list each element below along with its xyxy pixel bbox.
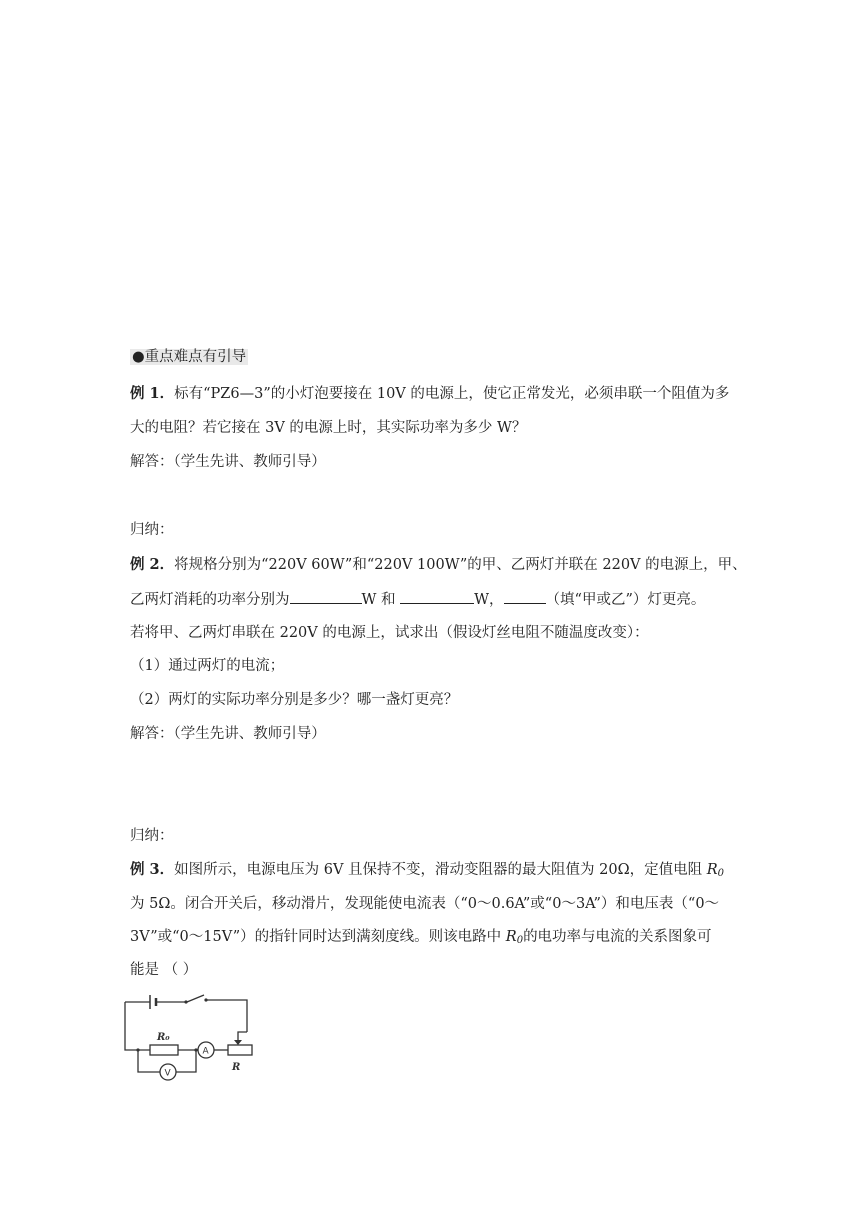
section-heading (130, 347, 248, 367)
r0-subscript: 0 (717, 868, 725, 879)
example3-line4: 能是 （ ） (130, 962, 198, 978)
example2-label: 例 2． (130, 556, 175, 573)
example1-line1 (130, 384, 729, 404)
circuit-wire-left (125, 1002, 150, 1050)
example2-text1: 将规格分别为“220V 60W”和“220V 100W”的甲、乙两灯并联在 220V 的电源上，甲、 (174, 557, 747, 573)
r0-label: R₀ (157, 1032, 170, 1043)
switch-blade (187, 995, 204, 1002)
rheostat-slider-arrow (234, 1040, 242, 1045)
example1-line2: 大的电阻？若它接在 3V 的电源上时，其实际功率为多少 W？ (130, 420, 527, 436)
circuit-wire-top-right (206, 1000, 247, 1032)
example2-q1: （1）通过两灯的电流； (130, 658, 285, 674)
example3-text1: 如图所示，电源电压为 6V 且保持不变，滑动变阻器的最大阻值为 20Ω，定值电阻 (174, 862, 707, 878)
switch-contact-right (204, 998, 207, 1001)
example1-summary: 归纳： (130, 522, 174, 538)
example3-text3b: 的电功率与电流的关系图象可 (523, 929, 712, 945)
example1-label: 例 1． (130, 385, 175, 402)
r0-subscript-2: 0 (516, 935, 524, 946)
r0-letter: R (706, 862, 718, 878)
r0-symbol-2 (506, 929, 523, 945)
rheostat-body (228, 1045, 252, 1055)
r0-symbol (707, 862, 724, 878)
answer-blank-3[interactable] (504, 589, 546, 604)
answer-blank-1[interactable] (290, 589, 362, 604)
example3-line3 (130, 927, 712, 951)
example2-text2a: 乙两灯消耗的功率分别为 (130, 592, 290, 608)
junction-dot-right (194, 1048, 197, 1051)
ammeter-label: A (202, 1046, 209, 1057)
example2-answer: 解答：（学生先讲、教师引导） (130, 726, 326, 742)
example2-text2b: W 和 (361, 592, 401, 608)
example2-summary: 归纳： (130, 828, 174, 844)
example3-line2: 为 5Ω。闭合开关后，移动滑片，发现能使电流表（“0～0.6A”或“0～3A”）和电压表（“0～ (130, 896, 720, 912)
example1-text1: 标有“PZ6—3”的小灯泡要接在 10V 的电源上，使它正常发光，必须串联一个阻值为多 (174, 386, 730, 402)
r0-letter-2: R (505, 929, 517, 945)
circuit-diagram (120, 992, 260, 1084)
example3-text3a: 3V”或“0～15V”）的指针同时达到满刻度线。则该电路中 (130, 929, 506, 945)
junction-dot-left (136, 1048, 139, 1051)
voltmeter-label: V (164, 1068, 171, 1079)
resistor-r0 (150, 1045, 178, 1055)
example1-answer: 解答：（学生先讲、教师引导） (130, 454, 326, 470)
example2-text2c: W， (474, 592, 504, 608)
example2-line2 (130, 589, 705, 610)
circuit-wire-vm-right (176, 1050, 196, 1072)
example2-line3: 若将甲、乙两灯串联在 220V 的电源上，试求出（假设灯丝电阻不随温度改变）： (130, 625, 649, 641)
example3-line1 (130, 860, 724, 884)
example2-q2: （2）两灯的实际功率分别是多少？哪一盏灯更亮？ (130, 692, 459, 708)
example2-line1 (130, 555, 747, 575)
example2-text2d: （填“甲或乙”）灯更亮。 (545, 592, 706, 608)
section-heading-text: ●重点难点有引导 (132, 349, 247, 365)
rheostat-label: R (232, 1062, 241, 1073)
answer-blank-2[interactable] (400, 589, 474, 604)
example3-label: 例 3． (130, 861, 175, 878)
